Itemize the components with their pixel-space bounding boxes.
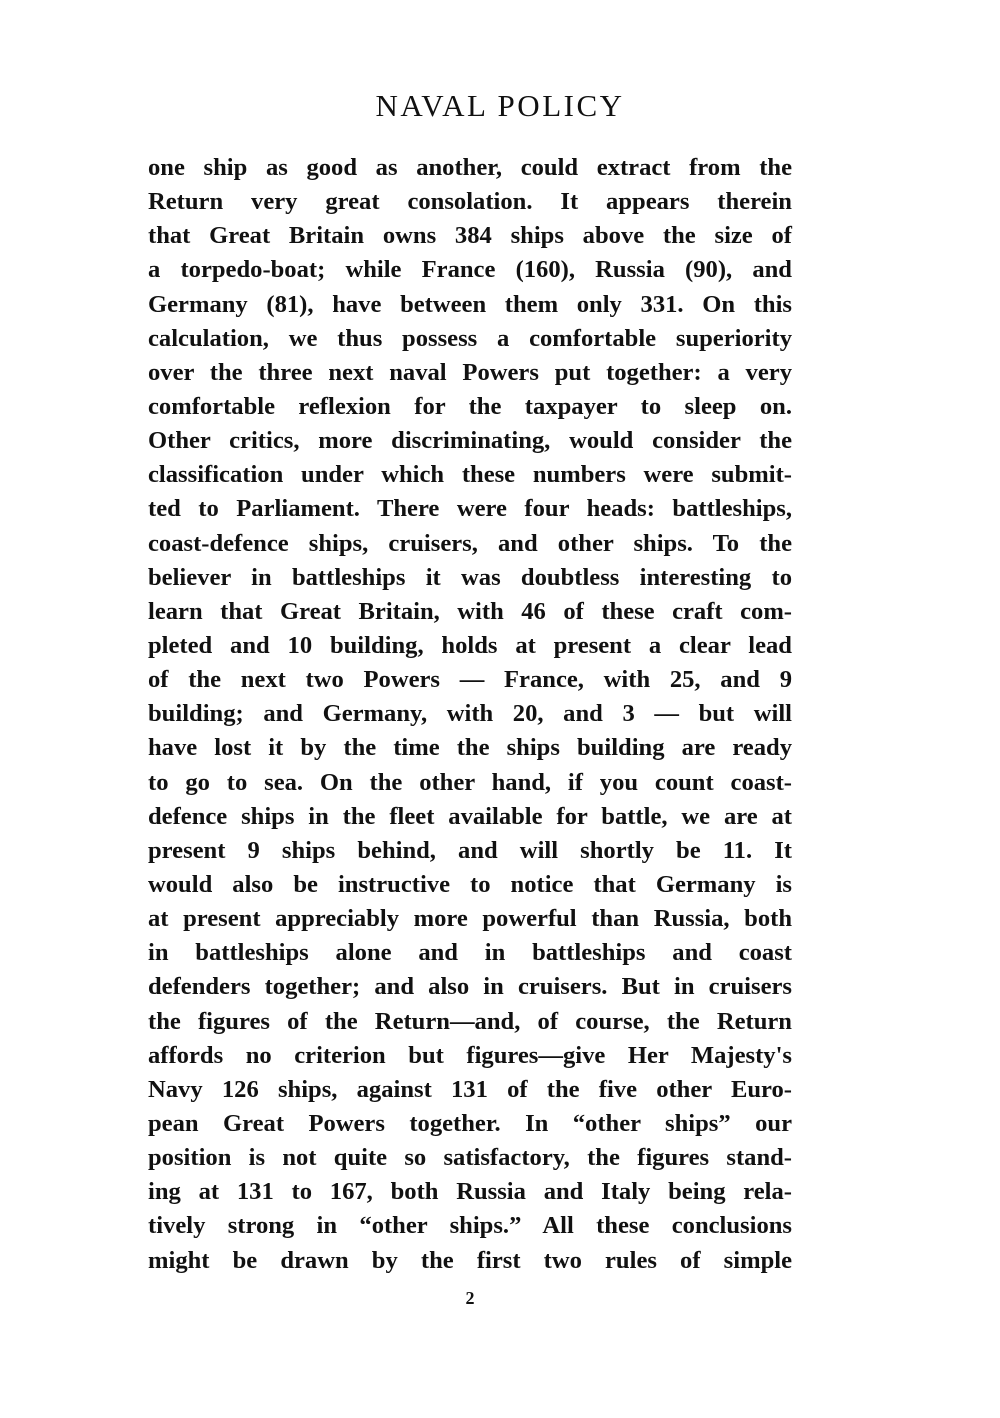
running-head: NAVAL POLICY: [375, 88, 625, 123]
text-line: one ship as good as another, could extract from the: [148, 154, 792, 181]
text-line: might be drawn by the first two rules of simple: [148, 1246, 792, 1274]
text-line: ing at 131 to 167, both Russia and Italy being rela-: [148, 1178, 792, 1206]
text-line: at present appreciably more powerful than Russia, both: [148, 905, 792, 933]
text-line: a torpedo-boat; while France (160), Russia (90), and: [148, 256, 792, 284]
text-line: coast-defence ships, cruisers, and other ships. To the: [148, 529, 792, 557]
text-line: tively strong in “other ships.” All these conclusions: [148, 1212, 792, 1240]
text-line: position is not quite so satisfactory, the figures stand-: [148, 1144, 792, 1172]
text-line: building; and Germany, with 20, and 3 — but will: [148, 700, 792, 728]
text-line: Return very great consolation. It appears therein: [148, 188, 792, 216]
text-line: in battleships alone and in battleships and coast: [148, 939, 792, 967]
text-line: learn that Great Britain, with 46 of these craft com-: [148, 597, 792, 625]
text-line: over the three next naval Powers put together: a very: [148, 358, 792, 386]
body-text: [148, 151, 792, 1278]
text-line: would also be instructive to notice that Germany is: [148, 870, 792, 898]
text-line: affords no criterion but figures—give Her Majesty's: [148, 1041, 792, 1069]
text-line: the figures of the Return—and, of course, the Return: [148, 1007, 792, 1035]
text-line: comfortable reflexion for the taxpayer to sleep on.: [148, 392, 792, 420]
text-line: pleted and 10 building, holds at present a clear lead: [148, 631, 792, 659]
text-line: that Great Britain owns 384 ships above the size of: [148, 222, 792, 250]
text-line: Other critics, more discriminating, would consider the: [148, 427, 792, 455]
text-line: defence ships in the fleet available for battle, we are at: [148, 802, 792, 830]
text-line: classification under which these numbers were submit-: [148, 461, 792, 489]
text-line: Navy 126 ships, against 131 of the five other Euro-: [148, 1075, 792, 1103]
text-line: calculation, we thus possess a comfortable superiority: [148, 324, 792, 352]
page-number: 2: [465, 1288, 475, 1308]
text-line: believer in battleships it was doubtless interesting to: [148, 563, 792, 591]
text-line: Germany (81), have between them only 331. On this: [148, 290, 792, 318]
text-line: to go to sea. On the other hand, if you count coast-: [148, 768, 792, 796]
text-line: ted to Parliament. There were four heads: battleships,: [148, 495, 792, 523]
text-line: have lost it by the time the ships building are ready: [148, 734, 792, 762]
text-line: of the next two Powers — France, with 25, and 9: [148, 666, 792, 694]
text-line: defenders together; and also in cruisers. But in cruisers: [148, 973, 792, 1001]
text-line: pean Great Powers together. In “other ships” our: [148, 1109, 792, 1137]
text-line: present 9 ships behind, and will shortly be 11. It: [148, 836, 792, 864]
